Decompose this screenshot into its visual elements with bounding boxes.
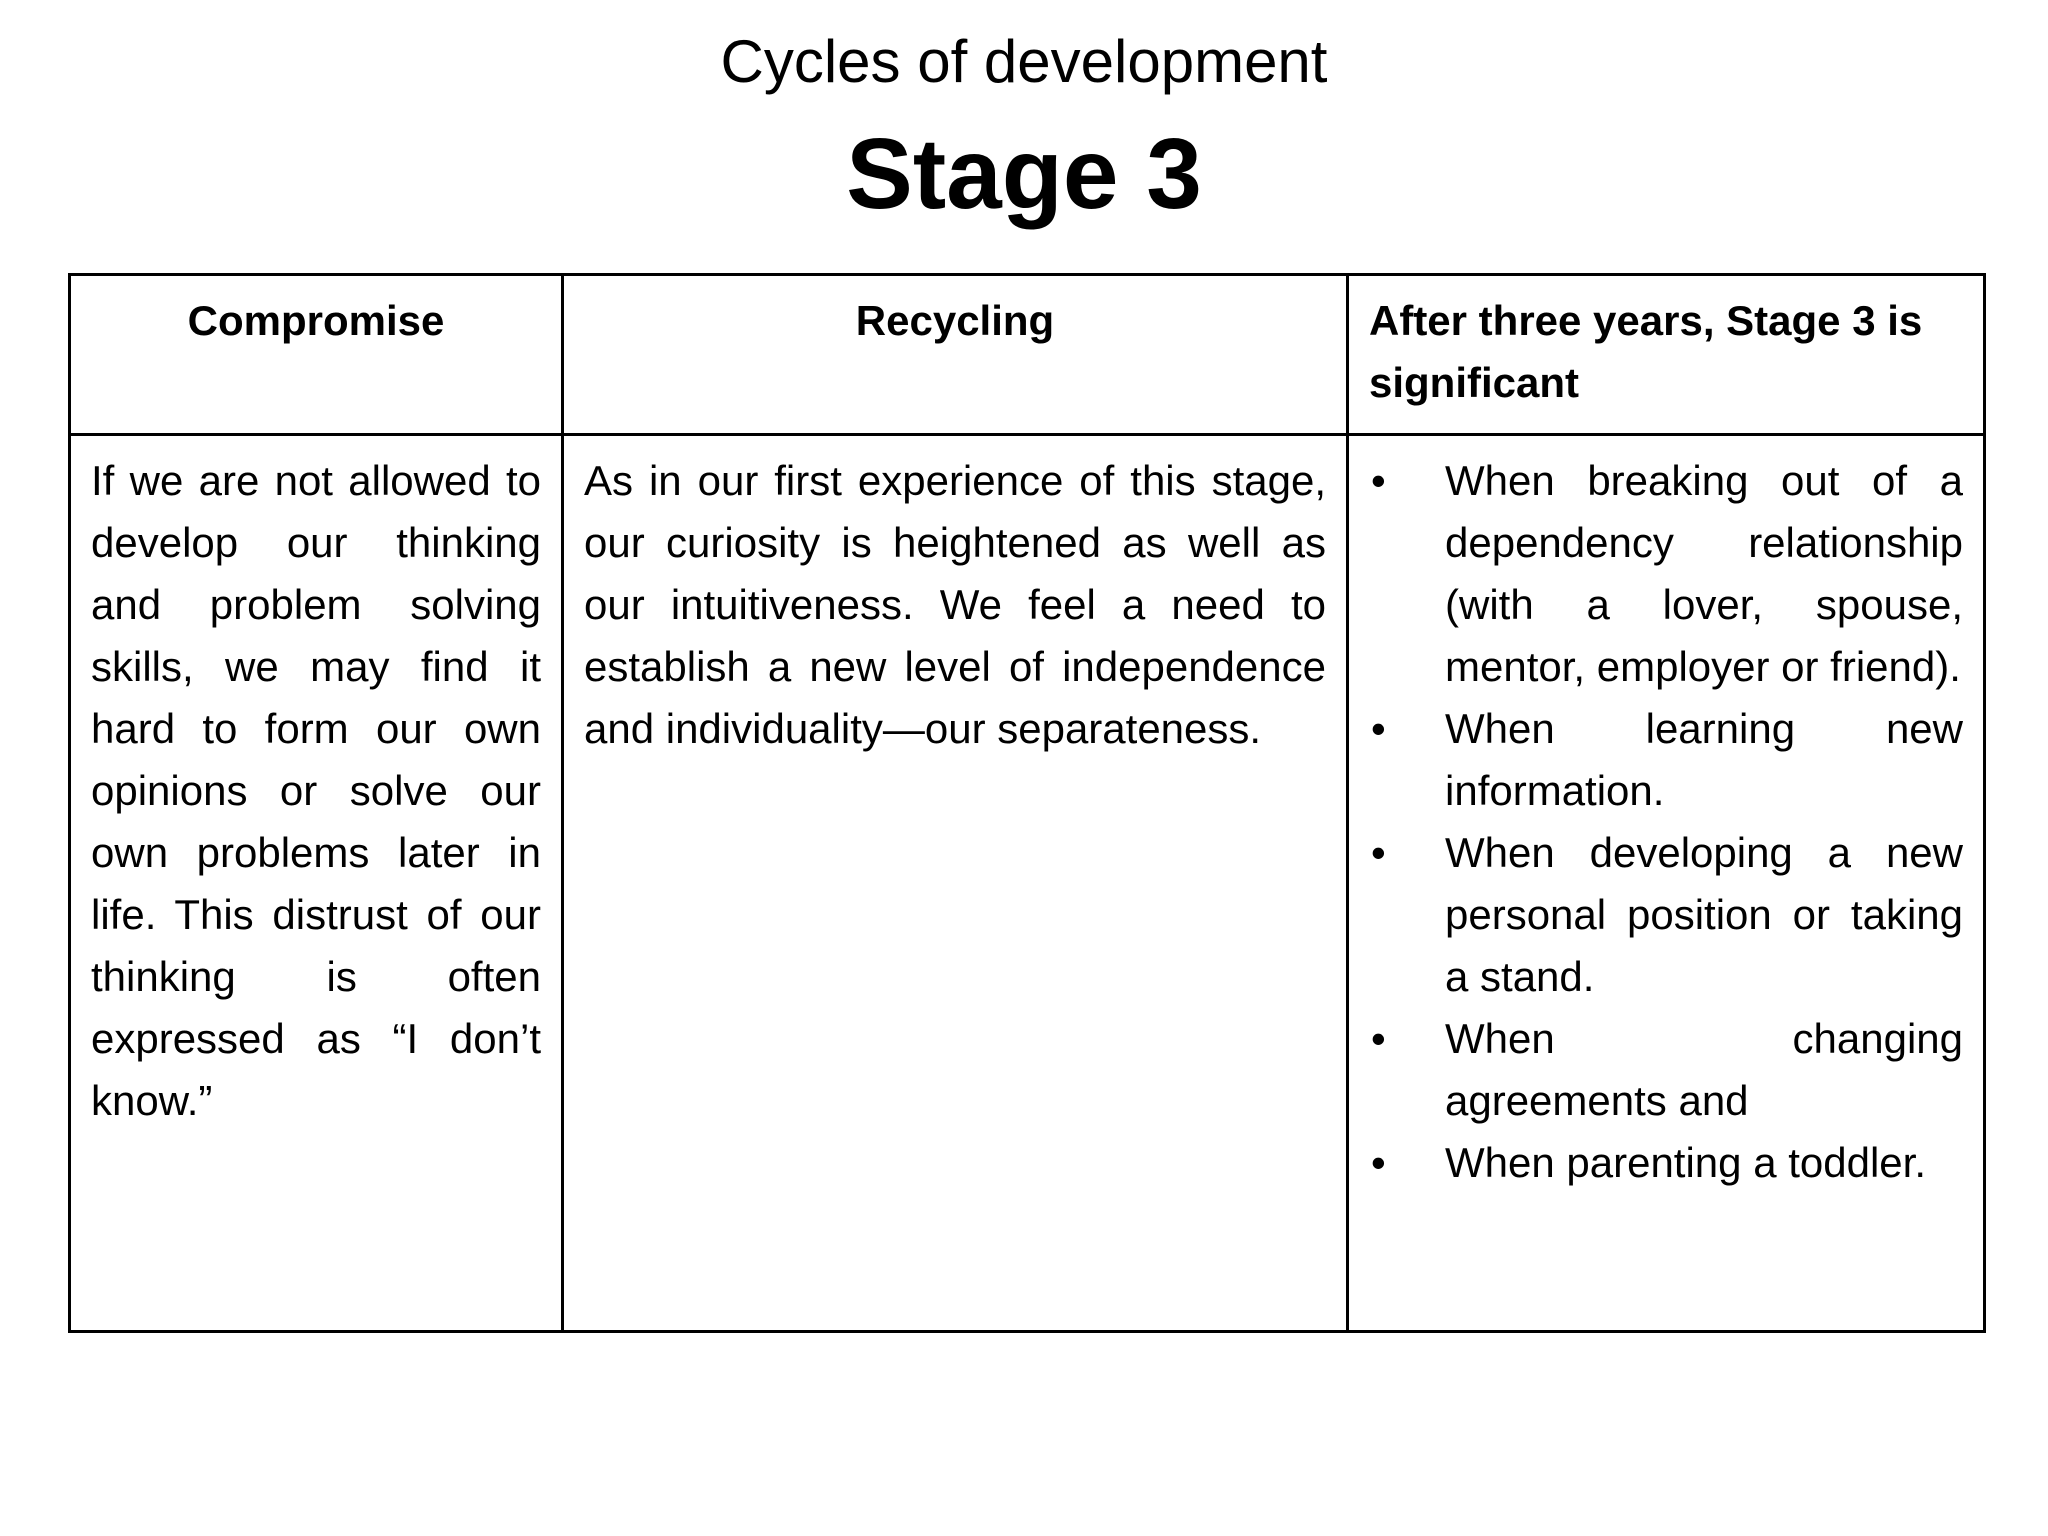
list-item-text: When breaking out of a dependency relationship (with a lover, spouse, mentor, employer or friend). <box>1445 457 1963 690</box>
slide-title: Stage 3 <box>846 118 1202 230</box>
list-item-text: When parenting a toddler. <box>1445 1139 1926 1186</box>
list-item <box>1369 1132 1963 1194</box>
list-item <box>1369 1008 1963 1132</box>
bullet-icon: • <box>1371 1015 1386 1062</box>
list-item-text: When developing a new personal position or taking a stand. <box>1445 829 1963 1000</box>
recycling-cell: As in our first experience of this stage, our curiosity is heightened as well as our intuitiveness. We feel a need to establish a new level of independence and individuality—our separateness. <box>563 435 1348 1332</box>
header-recycling: Recycling <box>563 275 1348 435</box>
table-header-row <box>70 275 1985 435</box>
table-body-row <box>70 435 1985 1332</box>
bullet-icon: • <box>1371 705 1386 752</box>
list-item <box>1369 698 1963 822</box>
bullet-icon: • <box>1371 1139 1386 1186</box>
significance-cell <box>1348 435 1985 1332</box>
list-item <box>1369 822 1963 1008</box>
bullet-icon: • <box>1371 457 1386 504</box>
list-item <box>1369 450 1963 698</box>
list-item-text: When learning new information. <box>1445 705 1963 814</box>
significance-list <box>1369 450 1963 1194</box>
header-significance: After three years, Stage 3 is significant <box>1348 275 1985 435</box>
stage-table <box>68 273 1986 1333</box>
compromise-cell: If we are not allowed to develop our thinking and problem solving skills, we may find it hard to form our own opinions or solve our own problems later in life. This distrust of our thinking is often expressed as “I don’t know.” <box>70 435 563 1332</box>
slide-subtitle: Cycles of development <box>720 28 1328 95</box>
bullet-icon: • <box>1371 829 1386 876</box>
header-compromise: Compromise <box>70 275 563 435</box>
list-item-text: When changing agreements and <box>1445 1015 1963 1124</box>
